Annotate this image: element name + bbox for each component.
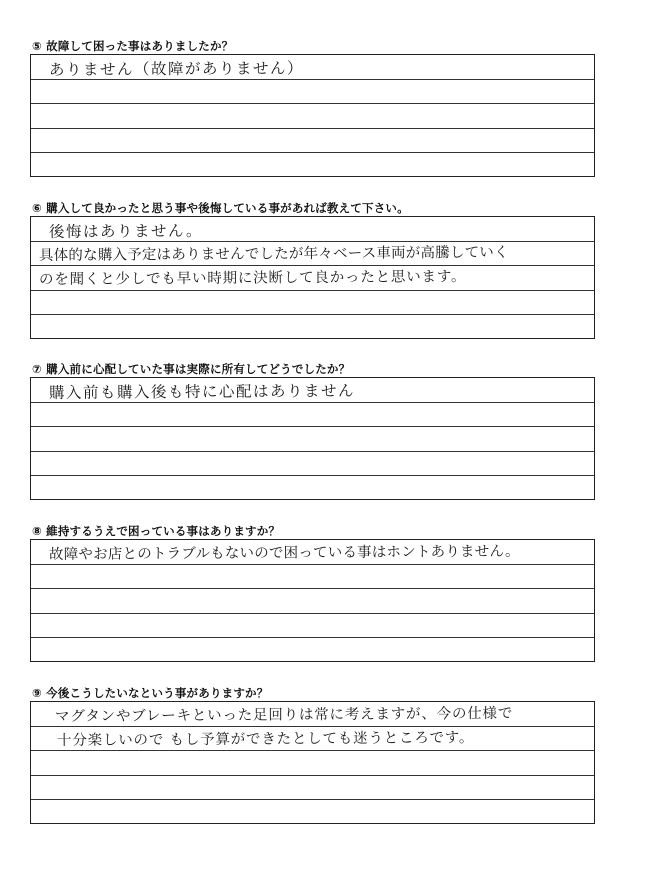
answer-box-q7	[30, 377, 595, 500]
ruled-line	[31, 799, 594, 800]
section-q7	[30, 361, 598, 500]
question-q5: ⑤ 故障して困った事はありましたか？	[32, 39, 234, 53]
handwritten-answer: 購入前も購入後も特に心配はありません	[48, 381, 356, 402]
ruled-line	[31, 637, 594, 638]
answer-box-q6	[30, 216, 595, 339]
handwritten-answer: ありません（故障がありません）	[48, 59, 305, 79]
ruled-line	[31, 290, 594, 291]
handwritten-answer: 後悔はありません。	[48, 221, 204, 241]
answer-box-q8	[30, 539, 595, 662]
section-q9	[30, 685, 598, 824]
ruled-line	[31, 152, 594, 153]
handwritten-answer: のを聞くと少しでも早い時期に決断して良かったと思います。	[38, 269, 467, 288]
handwritten-answer: マグタンやブレーキといった足回りは常に考えますが、今の仕様で	[54, 705, 514, 725]
section-q6	[30, 200, 598, 339]
handwritten-answer: 十分楽しいので もし予算ができたとしても迷うところです。	[56, 730, 475, 749]
ruled-line	[31, 564, 594, 565]
section-q8	[30, 523, 598, 662]
ruled-line	[31, 451, 594, 452]
ruled-line	[31, 588, 594, 589]
ruled-line	[31, 103, 594, 104]
question-q9: ⑨ 今後こうしたいなという事がありますか？	[32, 686, 269, 700]
ruled-line	[31, 426, 594, 427]
answer-box-q9	[30, 701, 595, 824]
section-q5	[30, 38, 598, 177]
answer-box-q5	[30, 54, 595, 177]
ruled-line	[31, 128, 594, 129]
question-q6: ⑥ 購入して良かったと思う事や後悔している事があれば教えて下さい。	[32, 201, 409, 215]
question-q8: ⑧ 維持するうえで困っている事はありますか？	[32, 524, 281, 538]
question-q7: ⑦ 購入前に心配していた事は実際に所有してどうでしたか？	[32, 362, 351, 376]
handwritten-answer: 故障やお店とのトラブルもないので困っている事はホントありません。	[48, 543, 520, 563]
handwritten-answer: 具体的な購入予定はありませんでしたが年々ベース車両が高騰していく	[38, 244, 509, 264]
ruled-line	[31, 613, 594, 614]
ruled-line	[31, 775, 594, 776]
ruled-line	[31, 314, 594, 315]
ruled-line	[31, 750, 594, 751]
ruled-line	[31, 475, 594, 476]
